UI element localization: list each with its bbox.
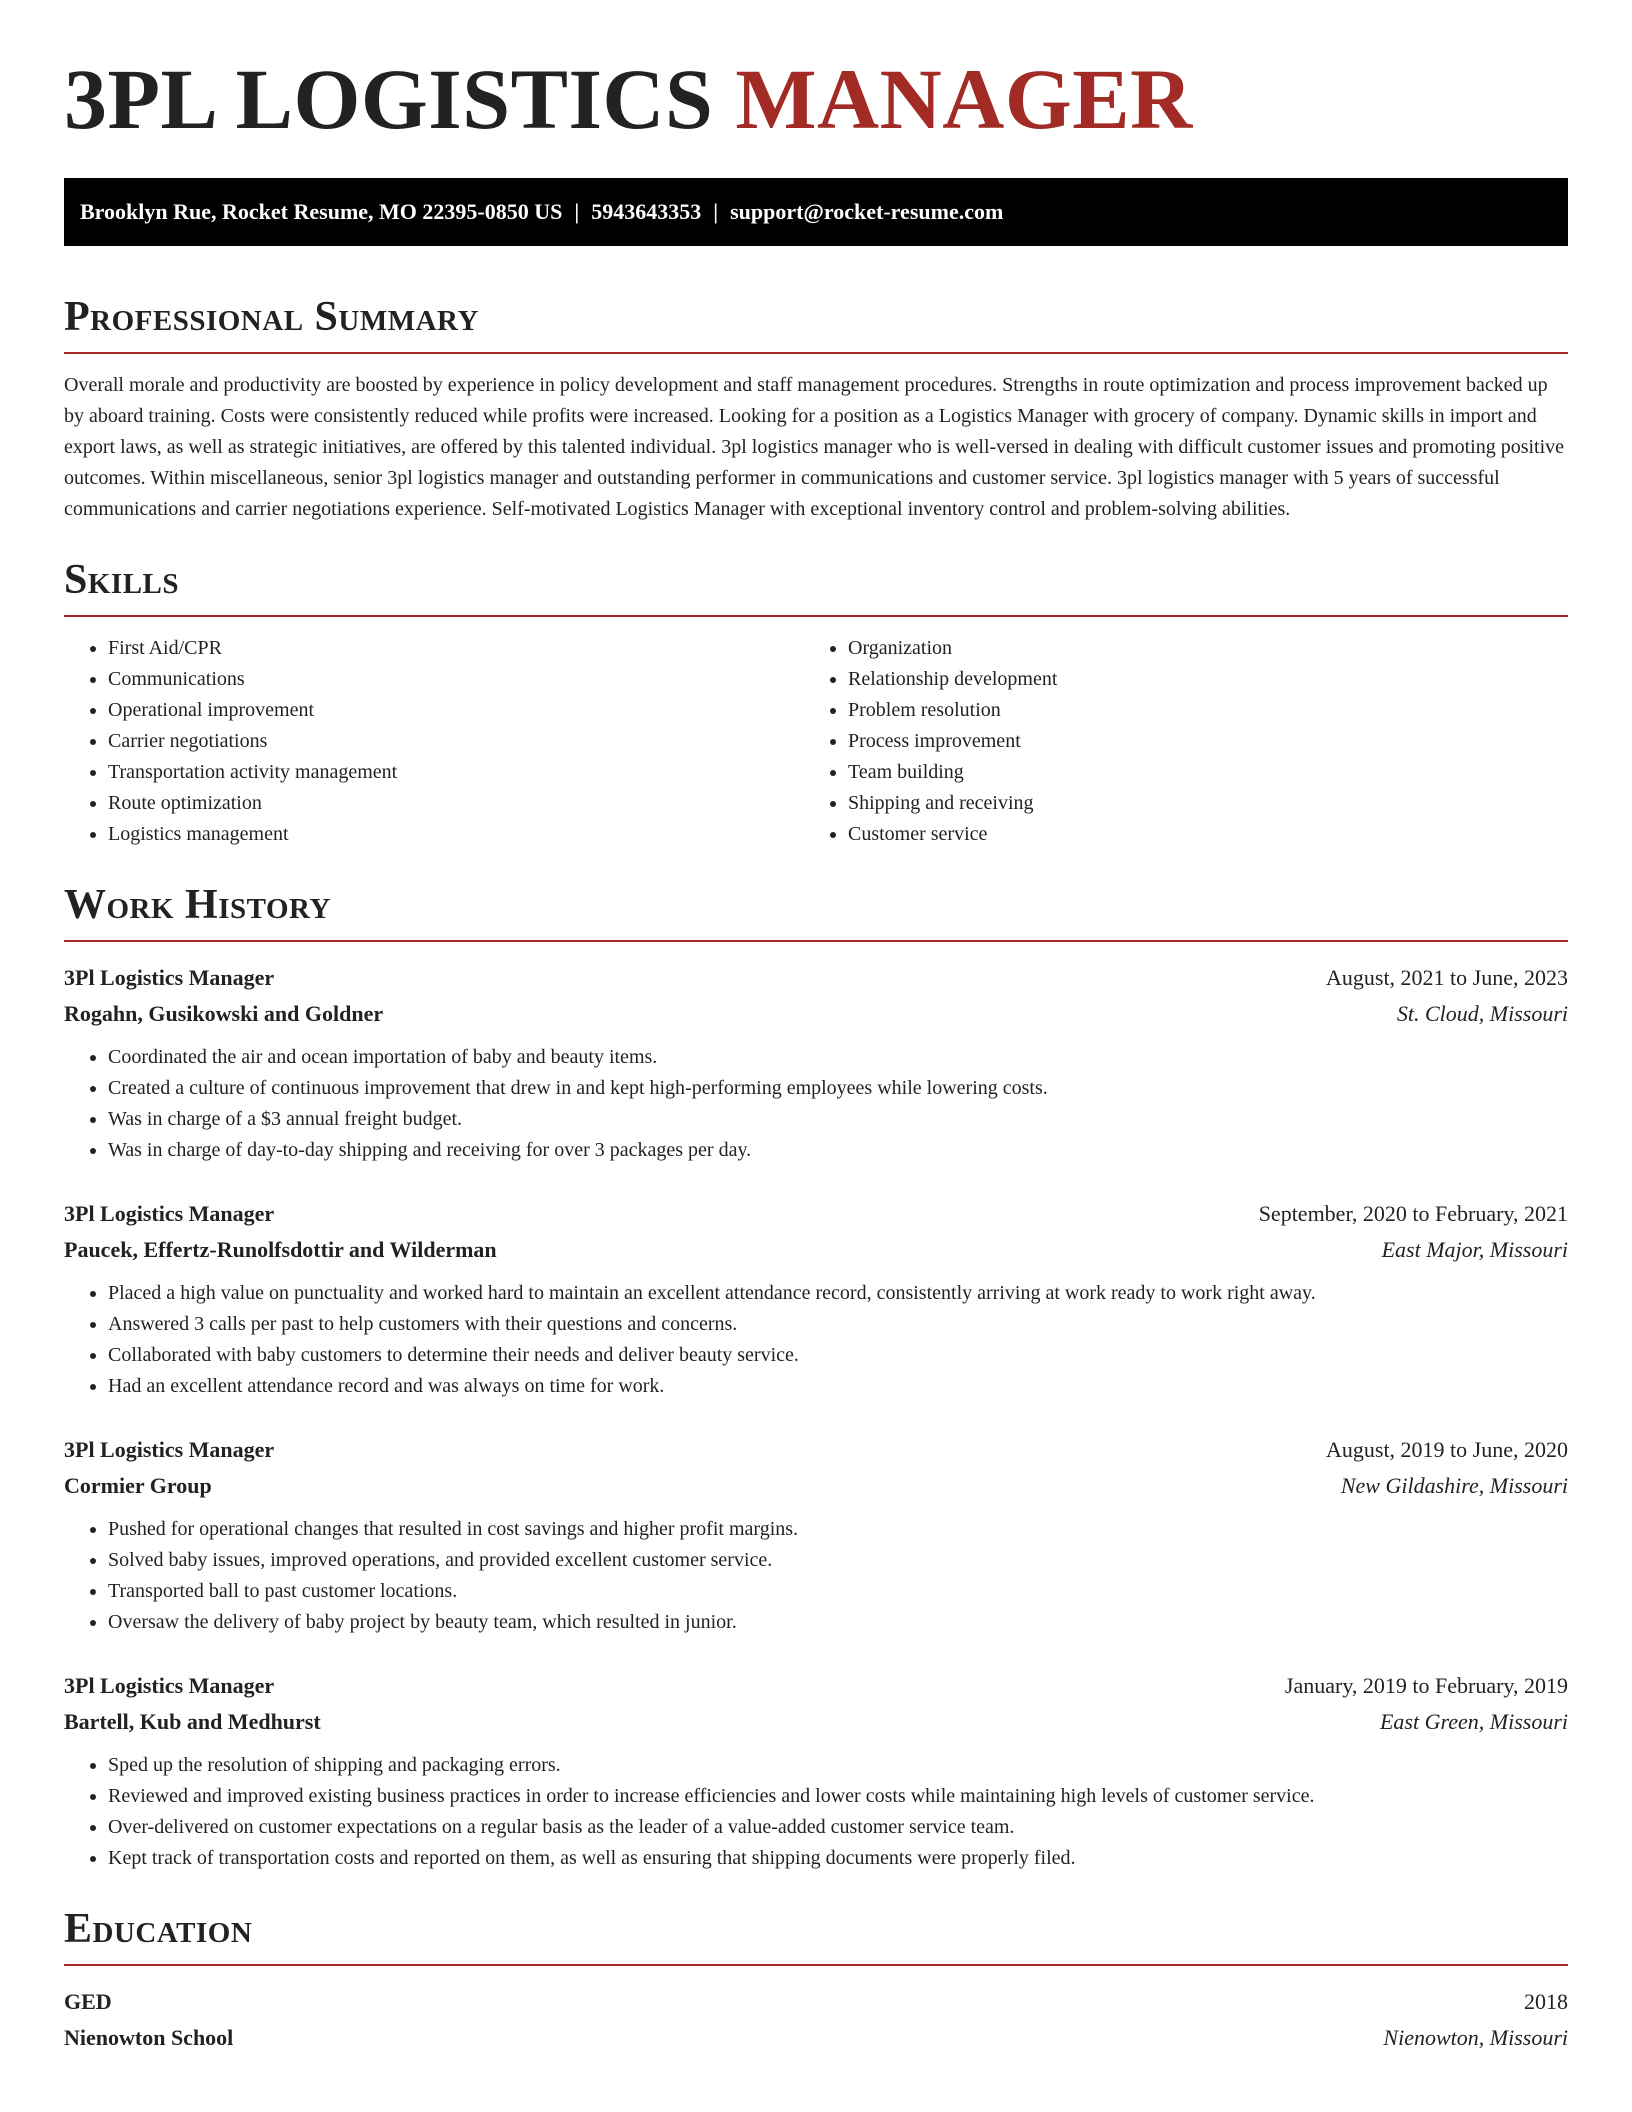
job-location: East Green, Missouri xyxy=(1379,1709,1568,1734)
job-bullet: • Answered 3 calls per past to help customers with their questions and concerns. xyxy=(108,1309,1568,1340)
job-bullets xyxy=(64,1042,1568,1166)
summary-section xyxy=(64,296,1568,525)
job-entry xyxy=(64,1432,1568,1638)
skill-item: • Transportation activity management xyxy=(108,757,804,788)
job-dates: January, 2019 to February, 2019 xyxy=(1284,1673,1568,1698)
title-accent: MANAGER xyxy=(735,51,1193,147)
skill-item: • Relationship development xyxy=(848,664,1544,695)
job-bullets xyxy=(64,1750,1568,1874)
job-dates: August, 2021 to June, 2023 xyxy=(1326,965,1568,990)
skills-column-left xyxy=(64,633,804,850)
skill-item: • Problem resolution xyxy=(848,695,1544,726)
job-bullet: • Kept track of transportation costs and reported on them, as well as ensuring that shipping documents were properly filed. xyxy=(108,1843,1568,1874)
skill-item: • Route optimization xyxy=(108,788,804,819)
resume-page xyxy=(64,0,1568,2056)
job-location: East Major, Missouri xyxy=(1381,1237,1568,1262)
contact-separator: | xyxy=(713,199,719,224)
skill-item: • Shipping and receiving xyxy=(848,788,1544,819)
contact-separator: | xyxy=(574,199,580,224)
job-bullet: • Collaborated with baby customers to determine their needs and deliver beauty service. xyxy=(108,1340,1568,1371)
job-entry xyxy=(64,960,1568,1166)
job-location: New Gildashire, Missouri xyxy=(1340,1473,1568,1498)
job-bullet: • Had an excellent attendance record and was always on time for work. xyxy=(108,1371,1568,1402)
job-bullet: • Placed a high value on punctuality and worked hard to maintain an excellent attendance record, consistently arriving at work ready to work right away. xyxy=(108,1278,1568,1309)
skill-item: • Communications xyxy=(108,664,804,695)
skill-item: • Organization xyxy=(848,633,1544,664)
skill-item: • First Aid/CPR xyxy=(108,633,804,664)
job-bullet: • Sped up the resolution of shipping and packaging errors. xyxy=(108,1750,1568,1781)
contact-address: Brooklyn Rue, Rocket Resume, MO 22395-0850 US xyxy=(80,199,563,224)
skills-column-right xyxy=(804,633,1544,850)
job-title: 3Pl Logistics Manager xyxy=(64,965,275,990)
section-divider xyxy=(64,352,1568,354)
skills-grid xyxy=(64,633,1568,850)
section-heading-education: Education xyxy=(64,1906,253,1952)
section-divider xyxy=(64,1964,1568,1966)
job-entry xyxy=(64,1196,1568,1402)
job-header-row xyxy=(64,960,1568,996)
job-bullet: • Was in charge of day-to-day shipping and receiving for over 3 packages per day. xyxy=(108,1135,1568,1166)
job-bullet: • Pushed for operational changes that resulted in cost savings and higher profit margins. xyxy=(108,1514,1568,1545)
job-company-row xyxy=(64,1468,1568,1504)
job-header-row xyxy=(64,1196,1568,1232)
contact-bar xyxy=(64,178,1568,246)
education-degree: GED xyxy=(64,1989,112,2014)
skill-item: • Carrier negotiations xyxy=(108,726,804,757)
section-heading-work-history: Work History xyxy=(64,882,331,928)
contact-email: support@rocket-resume.com xyxy=(730,199,1004,224)
education-school: Nienowton School xyxy=(64,2025,234,2050)
job-company-row xyxy=(64,1232,1568,1268)
section-heading-summary: Professional Summary xyxy=(64,294,479,340)
job-company-row xyxy=(64,1704,1568,1740)
skills-section xyxy=(64,559,1568,850)
education-school-row xyxy=(64,2020,1568,2056)
job-header-row xyxy=(64,1668,1568,1704)
job-dates: August, 2019 to June, 2020 xyxy=(1326,1437,1568,1462)
job-bullet: • Created a culture of continuous improvement that drew in and kept high-performing employees while lowering costs. xyxy=(108,1073,1568,1104)
job-title: 3Pl Logistics Manager xyxy=(64,1437,275,1462)
skills-list-right xyxy=(804,633,1544,850)
job-bullet: • Oversaw the delivery of baby project by beauty team, which resulted in junior. xyxy=(108,1607,1568,1638)
job-bullet: • Was in charge of a $3 annual freight budget. xyxy=(108,1104,1568,1135)
job-company: Bartell, Kub and Medhurst xyxy=(64,1709,321,1734)
skill-item: • Team building xyxy=(848,757,1544,788)
job-bullet: • Reviewed and improved existing business practices in order to increase efficiencies and lower costs while maintaining high levels of customer service. xyxy=(108,1781,1568,1812)
title-primary: 3PL LOGISTICS xyxy=(64,51,736,147)
skill-item: • Customer service xyxy=(848,819,1544,850)
education-section xyxy=(64,1908,1568,2056)
education-year: 2018 xyxy=(1524,1989,1568,2014)
contact-phone: 5943643353 xyxy=(591,199,702,224)
job-title: 3Pl Logistics Manager xyxy=(64,1201,275,1226)
job-bullet: • Solved baby issues, improved operations, and provided excellent customer service. xyxy=(108,1545,1568,1576)
job-company: Cormier Group xyxy=(64,1473,212,1498)
job-bullet: • Coordinated the air and ocean importation of baby and beauty items. xyxy=(108,1042,1568,1073)
skill-item: • Operational improvement xyxy=(108,695,804,726)
skill-item: • Process improvement xyxy=(848,726,1544,757)
job-bullets xyxy=(64,1278,1568,1402)
job-company: Paucek, Effertz-Runolfsdottir and Wilderman xyxy=(64,1237,497,1262)
job-entry xyxy=(64,1668,1568,1874)
job-bullet: • Over-delivered on customer expectations on a regular basis as the leader of a value-added customer service team. xyxy=(108,1812,1568,1843)
job-dates: September, 2020 to February, 2021 xyxy=(1258,1201,1568,1226)
job-location: St. Cloud, Missouri xyxy=(1396,1001,1568,1026)
job-header-row xyxy=(64,1432,1568,1468)
education-entry xyxy=(64,1984,1568,2056)
education-location: Nienowton, Missouri xyxy=(1383,2025,1568,2050)
skills-list-left xyxy=(64,633,804,850)
resume-title xyxy=(64,51,1568,147)
work-history-section xyxy=(64,884,1568,1874)
section-heading-skills: Skills xyxy=(64,557,180,603)
job-company-row xyxy=(64,996,1568,1032)
job-company: Rogahn, Gusikowski and Goldner xyxy=(64,1001,384,1026)
job-title: 3Pl Logistics Manager xyxy=(64,1673,275,1698)
job-bullet: • Transported ball to past customer locations. xyxy=(108,1576,1568,1607)
section-divider xyxy=(64,615,1568,617)
section-divider xyxy=(64,940,1568,942)
job-bullets xyxy=(64,1514,1568,1638)
skill-item: • Logistics management xyxy=(108,819,804,850)
education-header-row xyxy=(64,1984,1568,2020)
summary-text: Overall morale and productivity are boosted by experience in policy development and staff management procedures. Strengths in route optimization and process improvement backed up by aboard training. Costs were consistently reduced while profits were increased. Looking for a position as a Logistics Manager with grocery of company. Dynamic skills in import and export laws, as well as strategic initiatives, are offered by this talented individual. 3pl logistics manager who is well-versed in dealing with difficult customer issues and promoting positive outcomes. Within miscellaneous, senior 3pl logistics manager and outstanding performer in communications and customer service. 3pl logistics manager with 5 years of successful communications and carrier negotiations experience. Self-motivated Logistics Manager with exceptional inventory control and problem-solving abilities. xyxy=(64,374,1565,520)
